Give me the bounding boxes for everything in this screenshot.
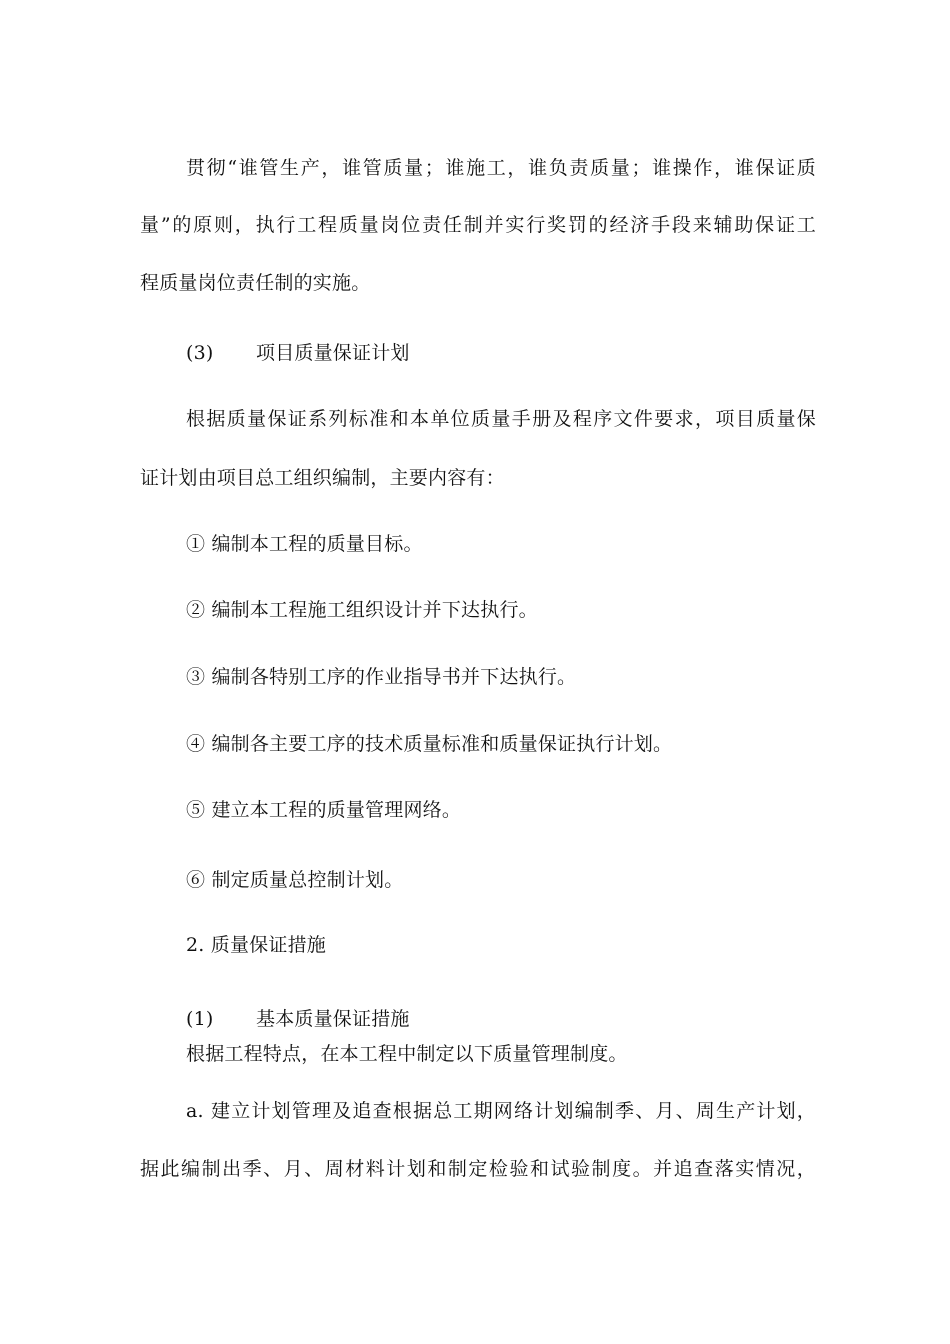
heading-1 <box>186 1005 410 1033</box>
para3: 根据工程特点，在本工程中制定以下质量管理制度。 <box>186 1043 628 1065</box>
heading-3 <box>186 339 410 367</box>
section-2-title: 2. 质量保证措施 <box>186 934 326 956</box>
list-item: ② 编制本工程施工组织设计并下达执行。 <box>186 599 538 621</box>
para2-line2: 证计划由项目总工组织编制，主要内容有： <box>140 467 505 489</box>
para2-line1: 根据质量保证系列标准和本单位质量手册及程序文件要求，项目质量保 <box>186 408 816 430</box>
heading-3-number: (3) <box>186 342 214 364</box>
heading-1-title: 基本质量保证措施 <box>256 1008 410 1030</box>
para1-line1: 贯彻“谁管生产，谁管质量；谁施工，谁负责质量；谁操作，谁保证质 <box>186 157 816 179</box>
list-item: ① 编制本工程的质量目标。 <box>186 533 423 555</box>
para4-line2: 据此编制出季、月、周材料计划和制定检验和试验制度。并追查落实情况， <box>140 1158 816 1180</box>
para1-line2: 量”的原则，执行工程质量岗位责任制并实行奖罚的经济手段来辅助保证工 <box>140 214 816 236</box>
heading-1-number: (1) <box>186 1008 214 1030</box>
list-item: ④ 编制各主要工序的技术质量标准和质量保证执行计划。 <box>186 733 673 755</box>
para1-line3: 程质量岗位责任制的实施。 <box>140 272 371 294</box>
para4-line1: a. 建立计划管理及追查根据总工期网络计划编制季、月、周生产计划， <box>186 1100 816 1122</box>
list-item: ⑥ 制定质量总控制计划。 <box>186 869 404 891</box>
list-item: ③ 编制各特别工序的作业指导书并下达执行。 <box>186 666 577 688</box>
list-item: ⑤ 建立本工程的质量管理网络。 <box>186 799 462 821</box>
heading-3-title: 项目质量保证计划 <box>256 342 410 364</box>
